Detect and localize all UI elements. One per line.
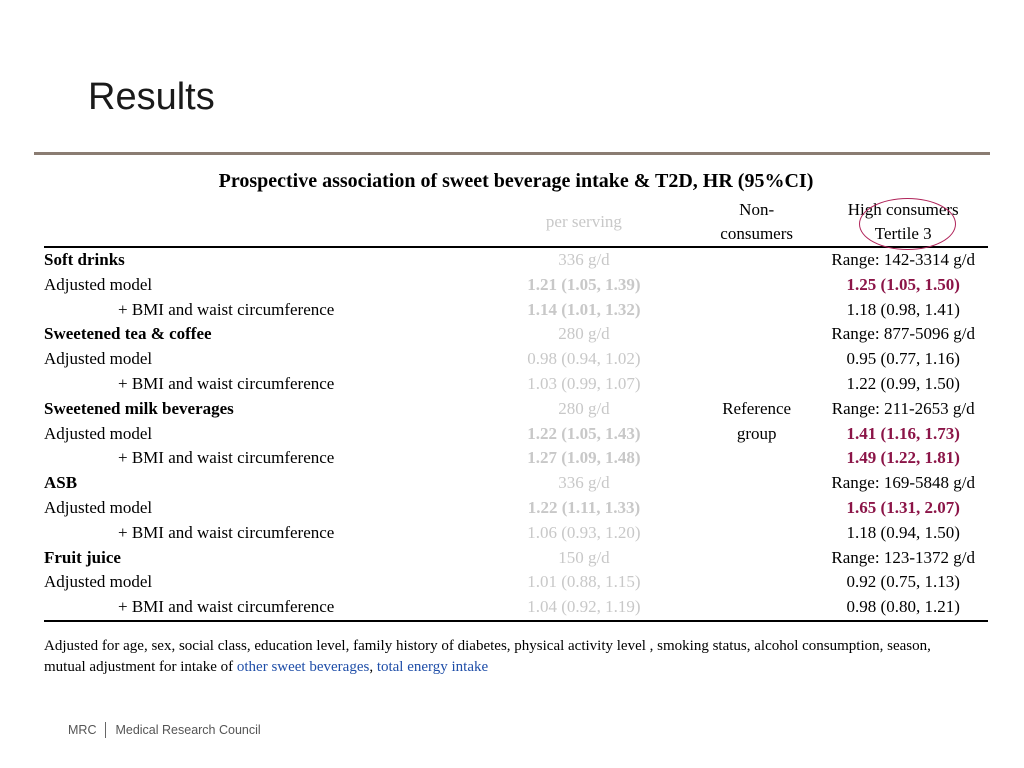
- logo-divider: [105, 722, 106, 738]
- per-serving-hr: 1.14 (1.01, 1.32): [527, 299, 641, 319]
- serving-size: 336 g/d: [558, 473, 610, 493]
- footnote-text: Adjusted for age, sex, social class, education level, family history of diabetes, physical activity level , smoking status, alcohol consumption, season, mutual adjustment for intake of: [44, 638, 931, 675]
- high-consumer-hr: 0.95 (0.77, 1.16): [846, 349, 960, 369]
- range-cell: Range: 169-5848 g/d: [831, 473, 975, 493]
- model-label: + BMI and waist circumference: [118, 373, 335, 393]
- non-consumer-cell: [695, 446, 818, 471]
- table-row: [44, 273, 988, 298]
- per-serving-hr: 1.04 (0.92, 1.19): [473, 595, 695, 621]
- header-non-consumers: [695, 198, 818, 247]
- per-serving-hr: 1.22 (1.11, 1.33): [527, 497, 641, 517]
- range-cell: Range: 123-1372 g/d: [831, 547, 975, 567]
- table-row: [44, 446, 988, 471]
- table-row: [44, 570, 988, 595]
- non-consumer-cell: [695, 595, 818, 621]
- header-high-line2-wrap: [818, 222, 988, 246]
- per-serving-hr: 1.01 (0.88, 1.15): [527, 572, 641, 592]
- reference-line1: Reference: [722, 398, 792, 418]
- high-consumer-hr: 0.98 (0.80, 1.21): [818, 595, 988, 621]
- high-consumer-hr: 1.41 (1.16, 1.73): [846, 423, 960, 443]
- title-divider: [34, 152, 990, 155]
- high-consumer-hr: 1.18 (0.94, 1.50): [846, 522, 960, 542]
- serving-size: 150 g/d: [558, 547, 610, 567]
- model-label: Adjusted model: [44, 349, 153, 369]
- non-consumer-cell: [695, 247, 818, 273]
- per-serving-hr: 1.22 (1.05, 1.43): [527, 423, 641, 443]
- model-label: + BMI and waist circumference: [118, 299, 335, 319]
- table-row: [44, 496, 988, 521]
- range-cell: Range: 877-5096 g/d: [831, 324, 975, 344]
- logo-short: MRC: [68, 723, 97, 737]
- serving-size: 280 g/d: [558, 324, 610, 344]
- model-label: Adjusted model: [44, 274, 153, 294]
- group-name: ASB: [44, 473, 78, 493]
- table-row: [44, 521, 988, 546]
- range-cell: Range: 142-3314 g/d: [831, 250, 975, 269]
- non-consumer-cell: [695, 372, 818, 397]
- group-name: Sweetened tea & coffee: [44, 324, 212, 344]
- per-serving-hr: 1.21 (1.05, 1.39): [527, 274, 641, 294]
- high-consumer-hr: 1.49 (1.22, 1.81): [846, 448, 960, 468]
- table-row: [44, 322, 988, 347]
- reference-group-cell: [695, 397, 818, 447]
- header-per-serving: per serving: [473, 198, 695, 247]
- header-non-consumers-line2: consumers: [720, 224, 793, 243]
- high-consumer-hr: 1.22 (0.99, 1.50): [846, 373, 960, 393]
- per-serving-hr: 1.03 (0.99, 1.07): [527, 373, 641, 393]
- high-consumer-hr: 1.18 (0.98, 1.41): [846, 299, 960, 319]
- footnote-link-other-beverages: other sweet beverages: [236, 659, 370, 675]
- header-empty: [44, 198, 473, 247]
- header-row: [44, 198, 988, 247]
- range-cell: Range: 211-2653 g/d: [831, 398, 975, 418]
- slide-title: Results: [88, 76, 215, 118]
- table-row: [44, 372, 988, 397]
- table-row: [44, 397, 988, 422]
- table-row: [44, 422, 988, 447]
- mrc-logo: [68, 722, 261, 738]
- high-consumer-hr: 1.65 (1.31, 2.07): [846, 497, 960, 517]
- group-name: Fruit juice: [44, 547, 121, 567]
- table-row: [44, 595, 988, 621]
- header-high-line2: Tertile 3: [874, 224, 932, 243]
- logo-full: Medical Research Council: [115, 723, 261, 737]
- model-label: + BMI and waist circumference: [118, 522, 335, 542]
- non-consumer-cell: [695, 471, 818, 496]
- results-table: [44, 198, 988, 622]
- serving-size: 336 g/d: [558, 250, 610, 269]
- group-name: Sweetened milk beverages: [44, 398, 234, 418]
- model-label: Adjusted model: [44, 423, 153, 443]
- serving-size: 280 g/d: [558, 398, 610, 418]
- table-caption: Prospective association of sweet beverage intake & T2D, HR (95%CI): [218, 170, 814, 192]
- model-label: + BMI and waist circumference: [118, 448, 335, 468]
- header-high-consumers: [818, 198, 988, 247]
- per-serving-hr: 1.06 (0.93, 1.20): [527, 522, 641, 542]
- model-label: + BMI and waist circumference: [44, 595, 473, 621]
- model-label: Adjusted model: [44, 497, 153, 517]
- high-consumer-hr: 1.25 (1.05, 1.50): [846, 274, 960, 294]
- header-non-consumers-line1: Non-: [739, 200, 775, 219]
- non-consumer-cell: [695, 347, 818, 372]
- tertile-highlight: [865, 222, 942, 246]
- header-high-line1: High consumers: [847, 200, 959, 219]
- table-row: [44, 347, 988, 372]
- reference-line2: group: [736, 423, 777, 443]
- table-row: [44, 298, 988, 323]
- non-consumer-cell: [695, 521, 818, 546]
- non-consumer-cell: [695, 298, 818, 323]
- footnote-link-energy-intake: total energy intake: [376, 659, 489, 675]
- group-name: Soft drinks: [44, 250, 125, 269]
- non-consumer-cell: [695, 496, 818, 521]
- non-consumer-cell: [695, 322, 818, 347]
- high-consumer-hr: 0.92 (0.75, 1.13): [846, 572, 960, 592]
- model-label: Adjusted model: [44, 572, 153, 592]
- non-consumer-cell: [695, 546, 818, 571]
- footnote-comma: ,: [369, 659, 377, 675]
- per-serving-hr: 0.98 (0.94, 1.02): [527, 349, 641, 369]
- table-row: [44, 471, 988, 496]
- non-consumer-cell: [695, 273, 818, 298]
- highlight-circle: [859, 198, 956, 250]
- table-row: [44, 546, 988, 571]
- per-serving-hr: 1.27 (1.09, 1.48): [527, 448, 641, 468]
- non-consumer-cell: [695, 570, 818, 595]
- table-row: [44, 247, 988, 273]
- footnote: [44, 636, 974, 678]
